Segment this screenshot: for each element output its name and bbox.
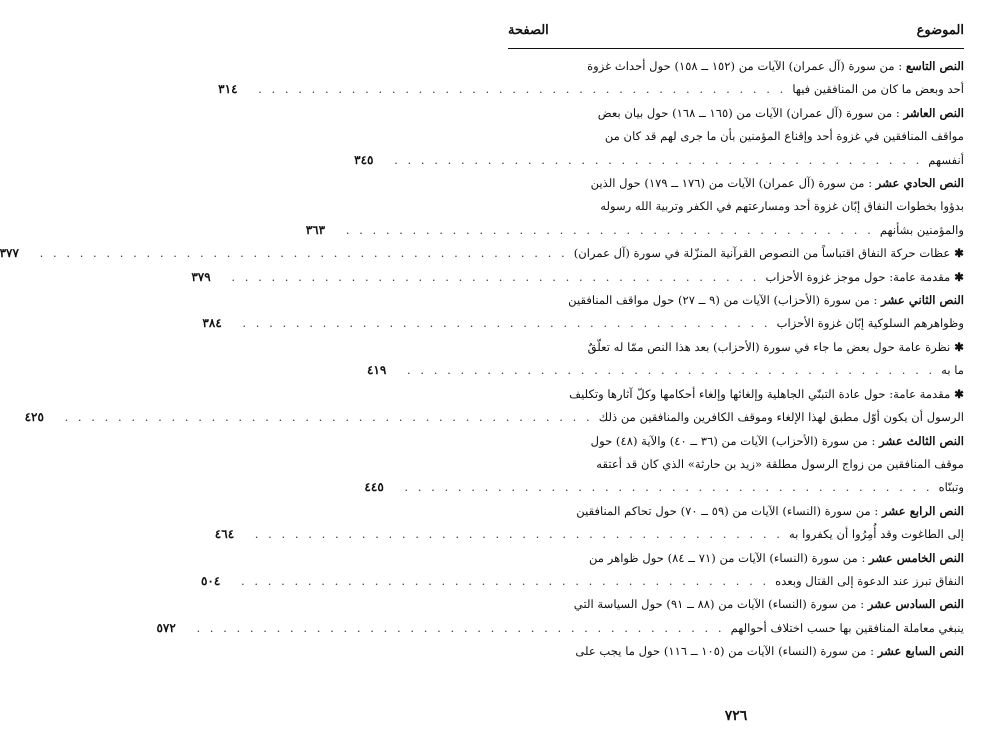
toc-entry-line	[305, 219, 964, 242]
toc-entry-description: : من سورة (النساء) الآيات من (٧١ ــ ٨٤) حول ظواهر من	[588, 550, 870, 565]
toc-entry-line	[214, 523, 964, 546]
leader-dots: . . . . . . . . . . . . . . . . . . . . . . . . . . . . . . . . . . . . . . . .	[258, 82, 787, 97]
page-column-heading: الصفحة	[508, 23, 549, 38]
toc-entry-page-number: ٤٤٥	[364, 480, 384, 495]
toc-entry-line	[508, 289, 964, 312]
toc-entry-description: والمؤمنين بشأنهم	[879, 222, 964, 237]
toc-entry-description: أنفسهم	[928, 152, 964, 167]
toc-entry-text	[600, 199, 964, 213]
toc-entry-line	[508, 500, 964, 523]
toc-entry-line	[200, 570, 964, 593]
toc-entry-heading: النص التاسع	[905, 59, 964, 73]
toc-entry-heading: النص السابع عشر	[877, 644, 964, 659]
toc-entry-text	[599, 406, 964, 429]
toc-entry-text	[880, 219, 964, 242]
bullet-star-icon: ✱	[954, 269, 964, 284]
toc-entry-page-number: ٣٨٤	[202, 316, 222, 331]
toc-entry-text	[775, 570, 964, 593]
toc-entry-heading: النص السادس عشر	[867, 597, 964, 612]
toc-entry-description: : من سورة (آل عمران) الآيات من (١٦٥ ــ ١٦٨) حول بيان بعض	[597, 105, 904, 120]
bullet-star-icon: ✱	[954, 246, 964, 261]
toc-entry-page-number: ٥٠٤	[200, 573, 221, 588]
toc-entry-description: موقف المنافقين من زواج الرسول مطلقة «زيد بن حارثة» الذي كان قد أعتقه	[596, 456, 964, 471]
toc-entry-description: نظرة عامة حول بعض ما جاء في سورة (الأحزاب) بعد هذا النص ممّا له تعلّقٌ	[587, 339, 951, 354]
toc-entry-description: ينبغي معاملة المنافقين بها حسب اختلاف أحوالهم	[730, 620, 964, 635]
toc-entry	[24, 383, 964, 430]
leader-dots: . . . . . . . . . . . . . . . . . . . . . . . . . . . . . . . . . . . . . . . .	[394, 152, 923, 167]
toc-entry-description: : من سورة (النساء) الآيات من (٨٨ ــ ٩١) حول السياسة التي	[573, 597, 868, 612]
bullet-star-icon: ✱	[954, 339, 964, 354]
toc-entry-text	[928, 149, 964, 172]
toc-entry	[218, 55, 964, 102]
toc-entry-line	[508, 383, 964, 406]
leader-dots: . . . . . . . . . . . . . . . . . . . . . . . . . . . . . . . . . . . . . . . .	[404, 480, 933, 495]
toc-entry-page-number: ٣٧٧	[0, 246, 19, 261]
toc-entry-description: إلى الطاغوت وقد أُمِرُوا أن يكفروا به	[788, 527, 964, 542]
toc-entry	[366, 336, 964, 383]
toc-entry-text	[941, 359, 964, 382]
toc-entry-line	[508, 547, 964, 570]
toc-entry	[191, 266, 964, 289]
toc-entry-line	[508, 453, 964, 476]
toc-entry-description: : من سورة (الأحزاب) الآيات من (٣٦ ــ ٤٠) والآية (٤٨) حول	[590, 433, 880, 448]
toc-entry-page-number: ٣٧٩	[191, 269, 211, 284]
toc-entry-text	[765, 266, 964, 289]
toc-entry	[200, 547, 964, 594]
toc-entry	[364, 430, 964, 500]
toc-header	[508, 14, 964, 48]
toc-entry-line	[191, 266, 964, 289]
toc-entry-text	[575, 644, 964, 658]
toc-entry-description: أحد وبعض ما كان من المنافقين فيها	[792, 82, 964, 97]
toc-entry-text	[605, 129, 964, 143]
leader-dots: . . . . . . . . . . . . . . . . . . . . . . . . . . . . . . . . . . . . . . . .	[39, 246, 568, 261]
toc-entry	[305, 172, 964, 242]
toc-entry-text	[591, 176, 964, 190]
toc-entry-description: بدؤوا بخطوات النفاق إبّان غزوة أحد ومسارعتهم في الكفر وتربية الله رسوله	[600, 199, 964, 214]
toc-entry-text	[731, 617, 964, 640]
toc-entry-description: الرسول أن يكون أوّل مطبق لهذا الإلغاء وموقف الكافرين والمنافقين من ذلك	[598, 410, 964, 425]
toc-entry-line	[366, 359, 964, 382]
leader-dots: . . . . . . . . . . . . . . . . . . . . . . . . . . . . . . . . . . . . . . . .	[345, 222, 874, 237]
toc-entry-page-number: ٣١٤	[218, 82, 238, 97]
toc-entry-line	[364, 476, 964, 499]
toc-entry-description: : من سورة (النساء) الآيات من (١٠٥ ــ ١١٦) حول ما يجب على	[575, 644, 878, 659]
toc-entry-line	[508, 195, 964, 218]
toc-entry-page-number: ٤٢٥	[24, 410, 44, 425]
toc-entry-text	[568, 293, 964, 307]
toc-entry-description: النفاق تبرز عند الدعوة إلى القتال وبعده	[775, 573, 964, 588]
leader-dots: . . . . . . . . . . . . . . . . . . . . . . . . . . . . . . . . . . . . . . . .	[254, 527, 783, 542]
toc-entry-description: مقدمة عامة: حول عادة التبنّي الجاهلية وإلغائها وإلغاء أحكامها وكلّ آثارها وتكليف	[569, 386, 951, 401]
toc-entry-text	[588, 340, 964, 354]
toc-entry-text	[576, 504, 964, 518]
toc-entry-line	[508, 430, 964, 453]
toc-page	[0, 14, 964, 750]
toc-entry-page-number: ٥٧٢	[156, 620, 176, 635]
toc-entry-line	[508, 336, 964, 359]
toc-entry-heading: النص الخامس عشر	[869, 550, 964, 565]
toc-entry-line	[508, 125, 964, 148]
toc-entry-line	[508, 102, 964, 125]
toc-entry-text	[789, 523, 964, 546]
toc-entry-heading: النص الحادي عشر	[875, 176, 964, 191]
toc-entry	[156, 593, 964, 640]
toc-entry-text	[589, 551, 964, 565]
toc-entry-line	[0, 242, 964, 265]
leader-dots: . . . . . . . . . . . . . . . . . . . . . . . . . . . . . . . . . . . . . . . .	[196, 620, 725, 635]
toc-entry-page-number: ٣٤٥	[354, 152, 374, 167]
toc-entry-description: : من سورة (الأحزاب) الآيات من (٩ ــ ٢٧) حول مواقف المنافقين	[568, 293, 882, 308]
toc-entry-page-number: ٤٦٤	[214, 527, 235, 542]
toc-entry-description: عظات حركة النفاق اقتباساً من النصوص القرآنية المنزّلة في سورة (آل عمران)	[573, 246, 951, 261]
toc-entry	[0, 242, 964, 265]
toc-entry-description: ما به	[941, 363, 964, 378]
toc-entry-text	[596, 457, 964, 471]
toc-entry	[354, 102, 964, 172]
toc-entry-description: مواقف المنافقين في غزوة أحد وإقناع المؤمنين بأن ما جرى لهم قد كان من	[604, 129, 964, 144]
toc-entry-page-number: ٣٦٣	[305, 222, 326, 237]
toc-entry-text	[777, 312, 964, 335]
toc-entry	[202, 289, 964, 336]
toc-entry-line	[24, 406, 964, 429]
toc-entry-line	[202, 312, 964, 335]
toc-entry-heading: النص الرابع عشر	[882, 503, 964, 518]
leader-dots: . . . . . . . . . . . . . . . . . . . . . . . . . . . . . . . . . . . . . . . .	[231, 269, 760, 284]
toc-entry-line	[218, 78, 964, 101]
toc-entry-line	[354, 149, 964, 172]
header-divider	[508, 48, 964, 49]
leader-dots: . . . . . . . . . . . . . . . . . . . . . . . . . . . . . . . . . . . . . . . .	[64, 410, 593, 425]
leader-dots: . . . . . . . . . . . . . . . . . . . . . . . . . . . . . . . . . . . . . . . .	[242, 316, 771, 331]
toc-entry-description: : من سورة (آل عمران) الآيات من (١٥٢ ــ ١٥٨) حول أحداث غزوة	[587, 59, 906, 73]
toc-entry-heading: النص الثالث عشر	[879, 433, 964, 448]
toc-entry-description: وتبنّاه	[938, 480, 964, 495]
toc-entry-line	[508, 593, 964, 616]
toc-entry-heading: النص العاشر	[903, 105, 964, 120]
page-number: ٧٢٦	[724, 708, 748, 724]
toc-entry-heading: النص الثاني عشر	[881, 293, 964, 308]
toc-entry-description: : من سورة (النساء) الآيات من (٥٩ ــ ٧٠) حول تحاكم المنافقين	[576, 503, 883, 518]
toc-entry-text	[587, 59, 964, 73]
toc-entry-line	[508, 640, 964, 663]
toc-entry-text	[598, 106, 964, 120]
toc-entry-description: : من سورة (آل عمران) الآيات من (١٧٦ ــ ١٧٩) حول الذين	[590, 176, 876, 191]
toc-entry-description: وظواهرهم السلوكية إبّان غزوة الأحزاب	[776, 316, 964, 331]
toc-entry-page-number: ٤١٩	[366, 363, 387, 378]
toc-entry-text	[939, 476, 964, 499]
toc-entry-line	[156, 617, 964, 640]
toc-entry-text	[569, 387, 964, 401]
toc-entry	[214, 500, 964, 547]
leader-dots: . . . . . . . . . . . . . . . . . . . . . . . . . . . . . . . . . . . . . . . .	[406, 363, 936, 378]
toc-entry-text	[591, 434, 964, 448]
topic-column-heading: الموضوع	[916, 23, 964, 38]
toc-entry-text	[792, 78, 964, 101]
toc-entry-description: مقدمة عامة: حول موجز غزوة الأحزاب	[765, 269, 951, 284]
bullet-star-icon: ✱	[954, 386, 964, 401]
toc-entries	[0, 55, 964, 664]
toc-entry	[508, 640, 964, 663]
toc-entry-text	[574, 242, 964, 265]
toc-entry-line	[508, 172, 964, 195]
toc-entry-text	[574, 597, 964, 611]
toc-entry-line	[508, 55, 964, 78]
leader-dots: . . . . . . . . . . . . . . . . . . . . . . . . . . . . . . . . . . . . . . . .	[240, 573, 770, 588]
